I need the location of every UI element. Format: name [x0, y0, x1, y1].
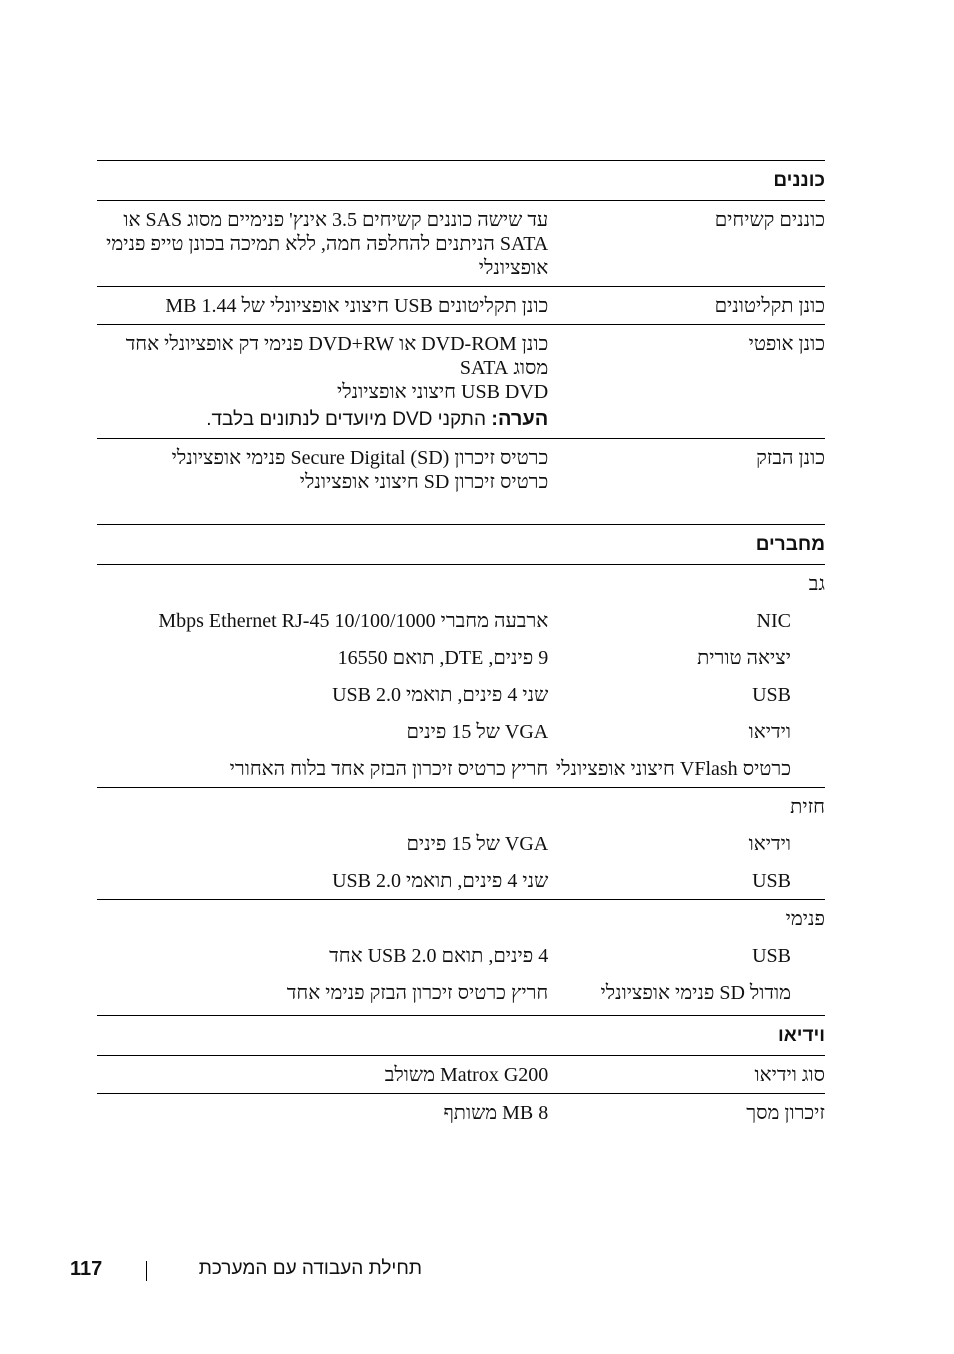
row-label: וידיאו: [748, 721, 791, 743]
row-value: חריץ כרטיס זיכרון הבזק פנימי אחד: [286, 982, 549, 1004]
spec-table: [97, 160, 825, 1131]
footer-title: תחילת העבודה עם המערכת: [198, 1258, 422, 1279]
row-value: שני 4 פינים, תואמי USB 2.0: [332, 684, 549, 706]
footer-divider: [146, 1261, 147, 1281]
section-title: מחברים: [97, 525, 825, 565]
row-value: 4 פינים, תואם USB 2.0 אחד: [329, 945, 549, 967]
row-label: כונן אופטי: [548, 325, 825, 439]
table-row: [97, 439, 825, 501]
row-label: סוג וידיאו: [754, 1064, 825, 1086]
value-line: כונן DVD-ROM או DVD+RW פנימי דק אופציונלי אחד מסוג SATA: [125, 333, 549, 379]
row-label: מודול SD פנימי אופציונלי: [600, 982, 791, 1004]
row-label: USB: [752, 870, 791, 892]
subsection-label: גב: [808, 573, 825, 595]
page-footer: [70, 1258, 430, 1288]
subsection-front: [97, 788, 825, 826]
table-row: [97, 713, 825, 750]
row-value: ארבעה מחברי 10/100/1000 Mbps Ethernet RJ-45: [158, 610, 549, 632]
table-row: [97, 676, 825, 713]
section-header-video: [97, 1016, 825, 1056]
value-line: USB DVD חיצוני אופציונלי: [337, 381, 549, 403]
subsection-back: [97, 565, 825, 603]
row-label: כונן תקליטונים: [548, 287, 825, 325]
row-value: עד שישה כוננים קשיחים 3.5 אינץ' פנימיים מסוג SAS או SATA הניתנים להחלפה חמה, ללא תמיכה בכונן טייפ פנימי אופציונלי: [106, 209, 549, 279]
subsection-label: חזית: [97, 788, 825, 826]
row-value: כונן תקליטונים USB חיצוני אופציונלי של 1.44 MB: [97, 287, 548, 325]
row-value: [97, 439, 548, 501]
section-title: כוננים: [97, 161, 825, 201]
row-label: זיכרון מסך: [548, 1094, 825, 1132]
row-value: [97, 325, 548, 439]
section-title: וידיאו: [97, 1016, 825, 1056]
page-number: 117: [70, 1258, 103, 1280]
note-text: התקני DVD מיועדים לנתונים בלבד.: [206, 409, 486, 430]
subsection-internal: [97, 900, 825, 938]
row-label: וידיאו: [748, 833, 791, 855]
table-row: [97, 1056, 825, 1094]
row-label: USB: [752, 945, 791, 967]
row-label: יציאה טורית: [697, 647, 791, 669]
subsection-label: פנימי: [97, 900, 825, 938]
table-row: [97, 862, 825, 900]
table-row: [97, 750, 825, 788]
note-label: הערה: [497, 408, 549, 430]
table-row: [97, 639, 825, 676]
table-row: [97, 325, 825, 439]
row-value: שני 4 פינים, תואמי USB 2.0: [332, 870, 549, 892]
row-value: Matrox G200 משולב: [384, 1064, 549, 1086]
row-value: VGA של 15 פינים: [406, 721, 549, 743]
section-header-connectors: [97, 525, 825, 565]
note: הערה: התקני DVD מיועדים לנתונים בלבד.: [206, 408, 549, 430]
table-row: [97, 825, 825, 862]
row-label: NIC: [756, 610, 791, 632]
row-value: VGA של 15 פינים: [406, 833, 549, 855]
table-row: [97, 287, 825, 325]
row-label: כונן הבזק: [548, 439, 825, 501]
table-row: [97, 1094, 825, 1132]
row-value: חריץ כרטיס זיכרון הבזק אחד בלוח האחורי: [229, 758, 549, 780]
row-label: כרטיס VFlash חיצוני אופציונלי: [555, 758, 791, 780]
value-line: כרטיס זיכרון SD חיצוני אופציונלי: [299, 471, 549, 493]
row-label: כוננים קשיחים: [714, 209, 825, 231]
table-row: [97, 974, 825, 1011]
row-label: USB: [752, 684, 791, 706]
table-row: [97, 201, 825, 287]
row-value: 9 פינים, DTE, תואם 16550: [337, 647, 549, 669]
table-row: [97, 602, 825, 639]
table-row: [97, 937, 825, 974]
row-value: 8 MB משותף: [97, 1094, 548, 1132]
section-header-drives: [97, 161, 825, 201]
value-line: כרטיס זיכרון Secure Digital (SD) פנימי אופציונלי: [171, 447, 549, 469]
